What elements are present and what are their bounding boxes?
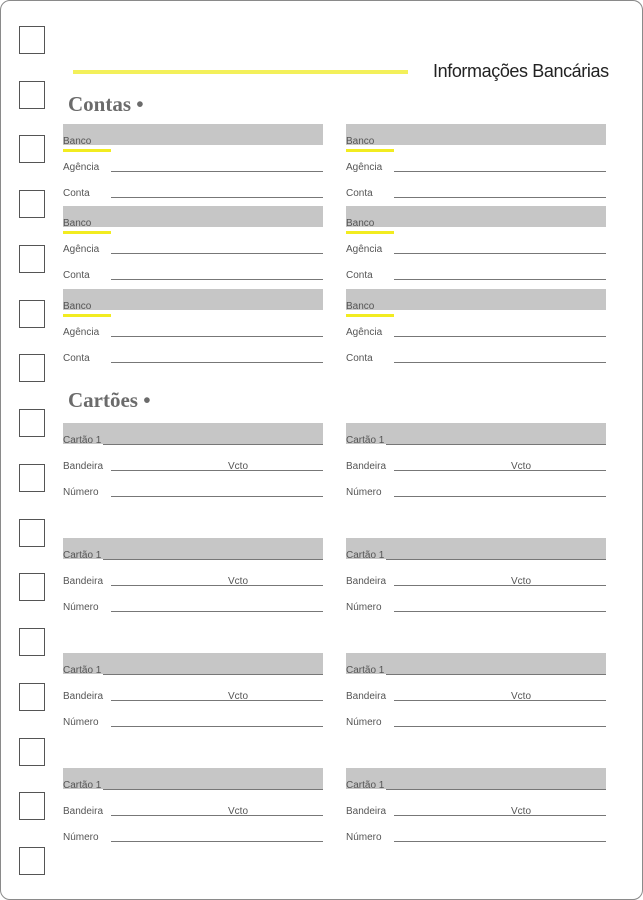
bandeira-line xyxy=(111,700,323,701)
conta-label: Conta xyxy=(346,353,373,364)
bandeira-line xyxy=(111,815,323,816)
banco-field[interactable] xyxy=(63,301,323,315)
numero-label: Número xyxy=(346,717,382,728)
checkbox[interactable] xyxy=(19,847,45,875)
cartao-field[interactable] xyxy=(346,550,606,564)
conta-label: Conta xyxy=(346,270,373,281)
bandeira-line xyxy=(111,585,323,586)
cartao-field[interactable] xyxy=(346,435,606,449)
cartao-label: Cartão 1 xyxy=(346,435,385,446)
numero-line xyxy=(111,726,323,727)
bandeira-label: Bandeira xyxy=(346,691,387,702)
numero-line xyxy=(394,726,606,727)
bandeira-label: Bandeira xyxy=(63,461,104,472)
cartao-line xyxy=(103,559,323,560)
conta-line xyxy=(394,197,606,198)
banco-label: Banco xyxy=(346,136,375,147)
conta-field[interactable] xyxy=(346,270,606,284)
checkbox[interactable] xyxy=(19,792,45,820)
cartao-line xyxy=(386,674,606,675)
agencia-field[interactable] xyxy=(346,244,606,258)
banco-label: Banco xyxy=(346,301,375,312)
numero-label: Número xyxy=(63,832,99,843)
agencia-line xyxy=(111,171,323,172)
checkbox[interactable] xyxy=(19,573,45,601)
numero-label: Número xyxy=(63,717,99,728)
numero-field[interactable] xyxy=(346,487,606,501)
agencia-line xyxy=(111,336,323,337)
cartao-line xyxy=(103,674,323,675)
checkbox[interactable] xyxy=(19,354,45,382)
bandeira-label: Bandeira xyxy=(63,806,104,817)
numero-field[interactable] xyxy=(63,602,323,616)
cartao-label: Cartão 1 xyxy=(63,780,102,791)
banco-field[interactable] xyxy=(346,136,606,150)
checkbox[interactable] xyxy=(19,464,45,492)
conta-label: Conta xyxy=(63,188,90,199)
bandeira-field[interactable] xyxy=(346,576,606,590)
cartao-line xyxy=(103,789,323,790)
numero-field[interactable] xyxy=(346,832,606,846)
vcto-label: Vcto xyxy=(228,691,249,702)
banco-field[interactable] xyxy=(346,301,606,315)
checkbox[interactable] xyxy=(19,300,45,328)
cartao-field[interactable] xyxy=(63,435,323,449)
conta-field[interactable] xyxy=(63,188,323,202)
numero-field[interactable] xyxy=(346,602,606,616)
agencia-label: Agência xyxy=(346,162,383,173)
cartao-label: Cartão 1 xyxy=(63,550,102,561)
numero-line xyxy=(394,611,606,612)
conta-label: Conta xyxy=(63,353,90,364)
agencia-line xyxy=(394,171,606,172)
conta-line xyxy=(111,279,323,280)
bandeira-field[interactable] xyxy=(63,691,323,705)
bandeira-field[interactable] xyxy=(63,806,323,820)
vcto-label: Vcto xyxy=(511,461,532,472)
header-highlight-rule xyxy=(73,70,408,74)
checkbox[interactable] xyxy=(19,683,45,711)
agencia-label: Agência xyxy=(63,162,100,173)
agencia-field[interactable] xyxy=(63,244,323,258)
banco-label: Banco xyxy=(63,218,92,229)
conta-field[interactable] xyxy=(63,353,323,367)
numero-line xyxy=(111,496,323,497)
numero-line xyxy=(111,611,323,612)
checkbox[interactable] xyxy=(19,245,45,273)
conta-label: Conta xyxy=(63,270,90,281)
conta-line xyxy=(111,362,323,363)
numero-field[interactable] xyxy=(63,832,323,846)
agencia-label: Agência xyxy=(346,327,383,338)
checkbox[interactable] xyxy=(19,519,45,547)
banco-highlight xyxy=(63,149,111,152)
bandeira-line xyxy=(394,815,606,816)
vcto-label: Vcto xyxy=(511,806,532,817)
numero-label: Número xyxy=(63,487,99,498)
banco-highlight xyxy=(63,231,111,234)
numero-label: Número xyxy=(346,832,382,843)
banco-highlight xyxy=(346,231,394,234)
vcto-label: Vcto xyxy=(228,806,249,817)
agencia-label: Agência xyxy=(63,244,100,255)
agencia-field[interactable] xyxy=(63,162,323,176)
numero-line xyxy=(111,841,323,842)
cartao-label: Cartão 1 xyxy=(346,665,385,676)
section-heading-contas: Contas • xyxy=(68,92,144,116)
numero-line xyxy=(394,841,606,842)
bandeira-field[interactable] xyxy=(346,806,606,820)
vcto-label: Vcto xyxy=(228,576,249,587)
agencia-line xyxy=(111,253,323,254)
bandeira-line xyxy=(394,585,606,586)
banco-label: Banco xyxy=(63,136,92,147)
bandeira-label: Bandeira xyxy=(346,461,387,472)
agencia-label: Agência xyxy=(346,244,383,255)
banco-highlight xyxy=(346,149,394,152)
cartao-line xyxy=(103,444,323,445)
cartao-field[interactable] xyxy=(63,665,323,679)
numero-field[interactable] xyxy=(346,717,606,731)
conta-line xyxy=(394,279,606,280)
bandeira-field[interactable] xyxy=(63,461,323,475)
conta-line xyxy=(394,362,606,363)
bandeira-line xyxy=(394,470,606,471)
banco-highlight xyxy=(63,314,111,317)
checkbox[interactable] xyxy=(19,26,45,54)
checkbox[interactable] xyxy=(19,135,45,163)
cartao-line xyxy=(386,444,606,445)
cartao-line xyxy=(386,789,606,790)
checkbox[interactable] xyxy=(19,409,45,437)
cartao-label: Cartão 1 xyxy=(63,665,102,676)
conta-line xyxy=(111,197,323,198)
bandeira-line xyxy=(394,700,606,701)
bandeira-field[interactable] xyxy=(346,461,606,475)
section-heading-cartoes: Cartões • xyxy=(68,388,151,412)
numero-label: Número xyxy=(346,487,382,498)
vcto-label: Vcto xyxy=(511,691,532,702)
bandeira-label: Bandeira xyxy=(63,576,104,587)
cartao-field[interactable] xyxy=(63,780,323,794)
cartao-line xyxy=(386,559,606,560)
cartao-label: Cartão 1 xyxy=(346,780,385,791)
cartao-label: Cartão 1 xyxy=(346,550,385,561)
bandeira-label: Bandeira xyxy=(63,691,104,702)
bandeira-field[interactable] xyxy=(346,691,606,705)
bandeira-line xyxy=(111,470,323,471)
cartao-label: Cartão 1 xyxy=(63,435,102,446)
checkbox[interactable] xyxy=(19,628,45,656)
vcto-label: Vcto xyxy=(511,576,532,587)
checkbox[interactable] xyxy=(19,81,45,109)
conta-field[interactable] xyxy=(63,270,323,284)
conta-field[interactable] xyxy=(346,188,606,202)
agencia-field[interactable] xyxy=(346,327,606,341)
agencia-field[interactable] xyxy=(346,162,606,176)
banco-label: Banco xyxy=(63,301,92,312)
cartao-field[interactable] xyxy=(63,550,323,564)
cartao-field[interactable] xyxy=(346,665,606,679)
bandeira-label: Bandeira xyxy=(346,576,387,587)
banco-field[interactable] xyxy=(63,136,323,150)
banco-label: Banco xyxy=(346,218,375,229)
page-title: Informações Bancárias xyxy=(433,61,609,81)
cartao-field[interactable] xyxy=(346,780,606,794)
bandeira-label: Bandeira xyxy=(346,806,387,817)
bandeira-field[interactable] xyxy=(63,576,323,590)
numero-field[interactable] xyxy=(63,717,323,731)
checkbox[interactable] xyxy=(19,190,45,218)
banco-highlight xyxy=(346,314,394,317)
conta-label: Conta xyxy=(346,188,373,199)
agencia-field[interactable] xyxy=(63,327,323,341)
numero-line xyxy=(394,496,606,497)
numero-field[interactable] xyxy=(63,487,323,501)
vcto-label: Vcto xyxy=(228,461,249,472)
banco-field[interactable] xyxy=(63,218,323,232)
agencia-line xyxy=(394,336,606,337)
agencia-line xyxy=(394,253,606,254)
conta-field[interactable] xyxy=(346,353,606,367)
numero-label: Número xyxy=(346,602,382,613)
numero-label: Número xyxy=(63,602,99,613)
checkbox[interactable] xyxy=(19,738,45,766)
agencia-label: Agência xyxy=(63,327,100,338)
banco-field[interactable] xyxy=(346,218,606,232)
